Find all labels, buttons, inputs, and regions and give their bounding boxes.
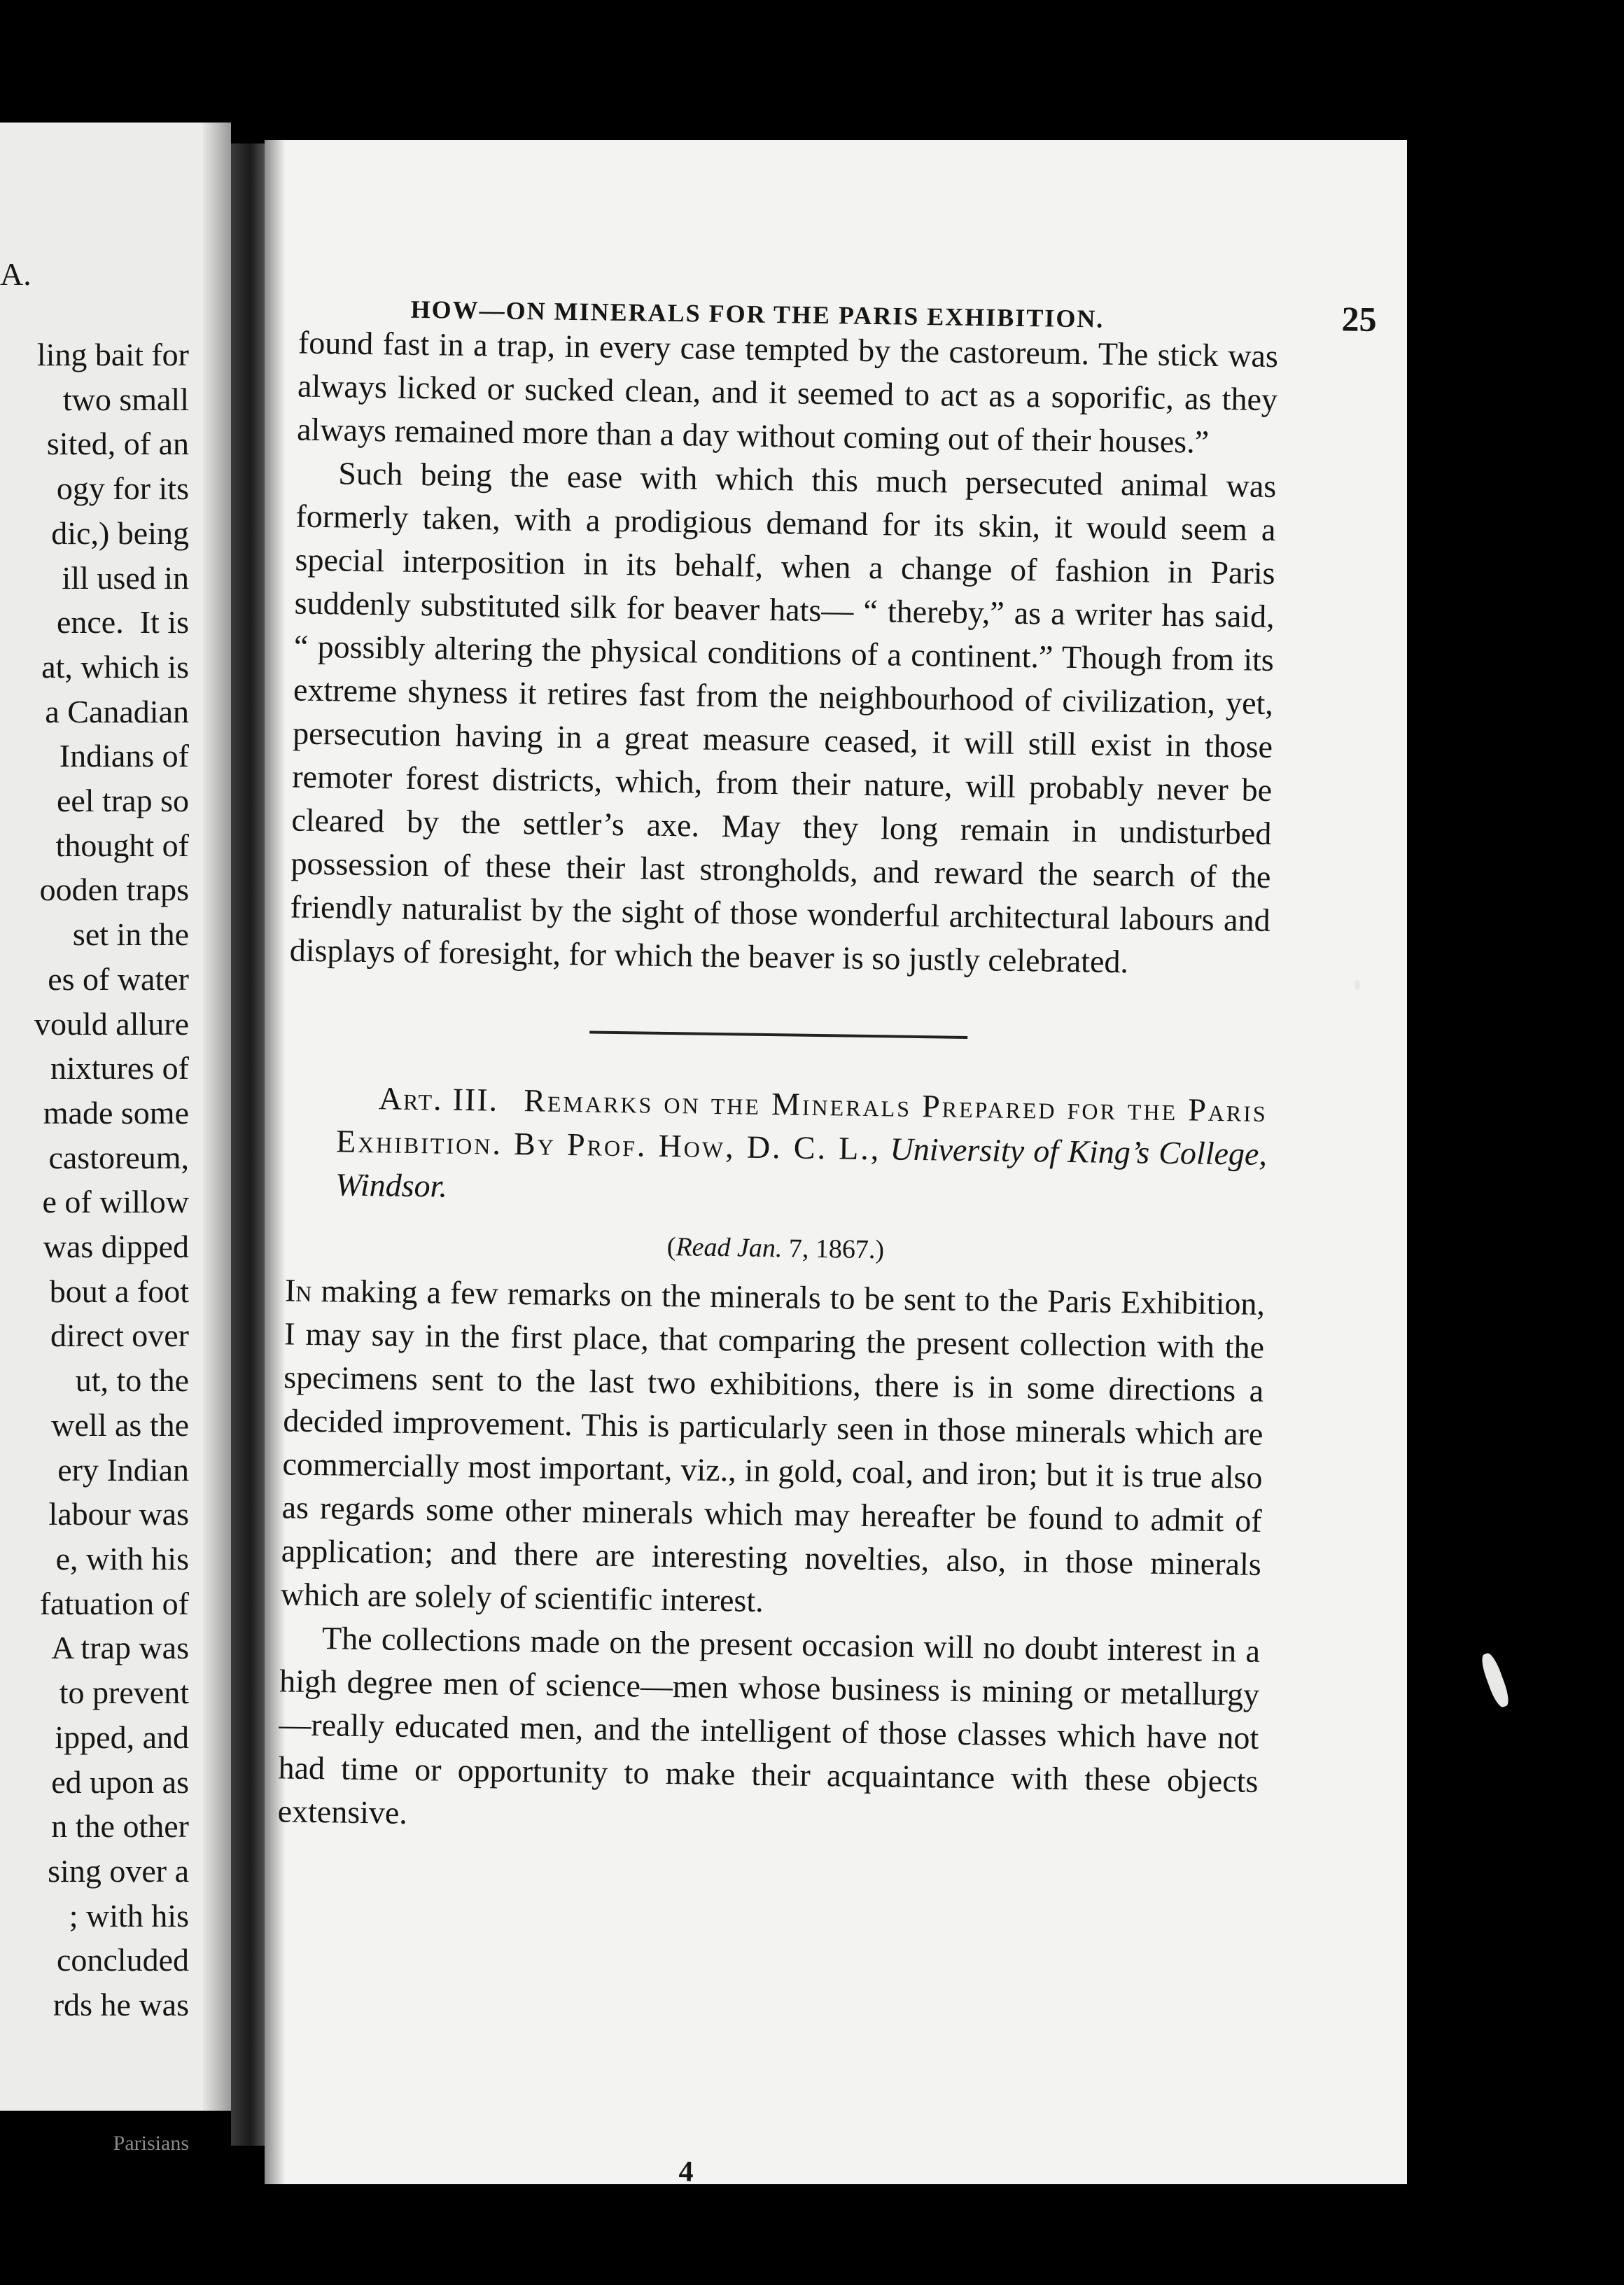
article-title: Remarks on the Minerals Prepared for the Paris Exhibition. By Prof. How, D. C. L., [335,1082,1268,1167]
left-page-line: vould allure [34,1005,189,1042]
left-page-line: direct over [50,1318,189,1354]
left-page-line: ill used in [62,559,189,596]
left-page-line: ogy for its [56,470,189,507]
left-page-text-column [34,333,189,2027]
left-page-line: to prevent [59,1675,189,1711]
right-page [265,140,1407,2188]
left-page-line: concluded [56,1942,189,1978]
left-page-line: e of willow [42,1184,189,1220]
left-page-line: Indians of [59,738,189,774]
left-page-gutter-shadow [203,123,231,2111]
left-page-line: eel trap so [56,783,189,819]
left-page-line: castoreum, [48,1139,189,1175]
paragraph-collections: The collections made on the present occasion will no doubt interest in a high degree men of science—men whose business is mining or metallurgy—really educated men, and the intelligent of those classes which have not had time or opportunity to make their acquaintance with these objects extensive. [277,1620,1261,1831]
body-text [277,321,1278,1847]
running-head-title: HOW—ON MINERALS FOR THE PARIS EXHIBITION. [410,295,1105,333]
paragraph-continued: found fast in a trap, in every case tempted by the castoreum. The stick was always licked or sucked clean, and it seemed to act as a soporific, as they always remained more than a day without coming out of their houses.” [296,324,1279,460]
left-page-line: sing over a [48,1852,189,1889]
left-page-line: ut, to the [75,1362,189,1399]
article-number: Art. III. [378,1080,499,1118]
page-content [244,140,1393,2200]
left-page-line: ed upon as [51,1763,189,1800]
left-page-line: ; with his [69,1897,189,1934]
left-page-line: at, which is [41,648,189,685]
paragraph-minerals [281,1269,1266,1629]
left-page-line: ence. It is [56,604,189,641]
left-page-line: ling bait for [36,337,189,372]
left-page-line: labour was [48,1496,189,1532]
page-number: 25 [1341,299,1377,340]
paragraph-minerals-text: making a few remarks on the minerals to be sent to the Paris Exhibition, I may say in the first place, that comparing the present collection with the specimens sent to the last two exhibitions, there is in some directions a decided improvement. This is particularly seen in those minerals which are commercially most important, viz., in gold, coal, and iron; but it is true also as regards some other minerals which may hereafter be found to admit of application; and there are interesting novelties, also, in those minerals which are solely of scientific interest. [280,1273,1266,1619]
article-heading [286,1075,1268,1220]
signature-mark: 4 [678,2155,694,2188]
read-date-value: 7, 1867. [788,1234,876,1265]
paragraph-lead-word: In [284,1272,312,1308]
left-page-line: a Canadian [45,693,189,729]
left-page-line: ery Indian [57,1451,189,1488]
left-page-corner-text: A. [0,256,31,292]
left-facing-page [0,123,231,2155]
left-page-line: sited, of an [46,426,189,462]
left-page-line: set in the [72,916,189,953]
dust-speck [1478,1651,1512,1710]
left-page-line: n the other [51,1808,189,1845]
left-page-line: A trap was [51,1630,189,1666]
left-page-line: ooden traps [39,872,189,908]
article-affiliation: University of King’s College, Windsor. [335,1131,1268,1204]
left-page-line: two small [62,381,189,417]
left-page-line: was dipped [43,1229,189,1265]
paragraph-beaver: Such being the ease with which this much persecuted animal was formerly taken, with a prodigious demand for its skin, it would seem a special interposition in its behalf, when a change of fashion in Paris suddenly substituted silk for beaver hats— “ thereby,” as a writer has said, “ possibly altering the physical conditions of a continent.” Though from its extreme shyness it retires fast from the neighbourhood of civilization, yet, persecution having in a great measure ceased, it will still exist in those remoter forest districts, which, from their nature, will probably never be cleared by the settler’s axe. May they long remain in undisturbed possession of these their last strongholds, and reward the search of the friendly naturalist by the sight of those wonderful architectural labours and displays of foresight, for which the beaver is so justly celebrated. [289,455,1277,980]
left-page-line: thought of [55,827,189,863]
left-page-line: dic,) being [51,515,189,551]
section-divider-rule [589,1030,967,1039]
left-page-line: ipped, and [55,1719,189,1755]
dust-speck [1354,980,1360,990]
read-date: (Read Jan. 7, 1867.) [666,1232,885,1265]
left-page-line: nixtures of [50,1050,189,1086]
read-date-label: Read Jan. [676,1232,783,1264]
left-page-line: well as the [51,1406,189,1443]
left-page-bottom-text: Parisians [113,2132,189,2155]
left-page-line: rds he was [52,1987,189,2023]
left-page-line: made some [43,1094,189,1131]
left-page-line: fatuation of [39,1585,189,1621]
left-page-line: es of water [48,960,189,997]
left-page-line: e, with his [55,1540,189,1577]
left-page-line: bout a foot [49,1273,189,1309]
